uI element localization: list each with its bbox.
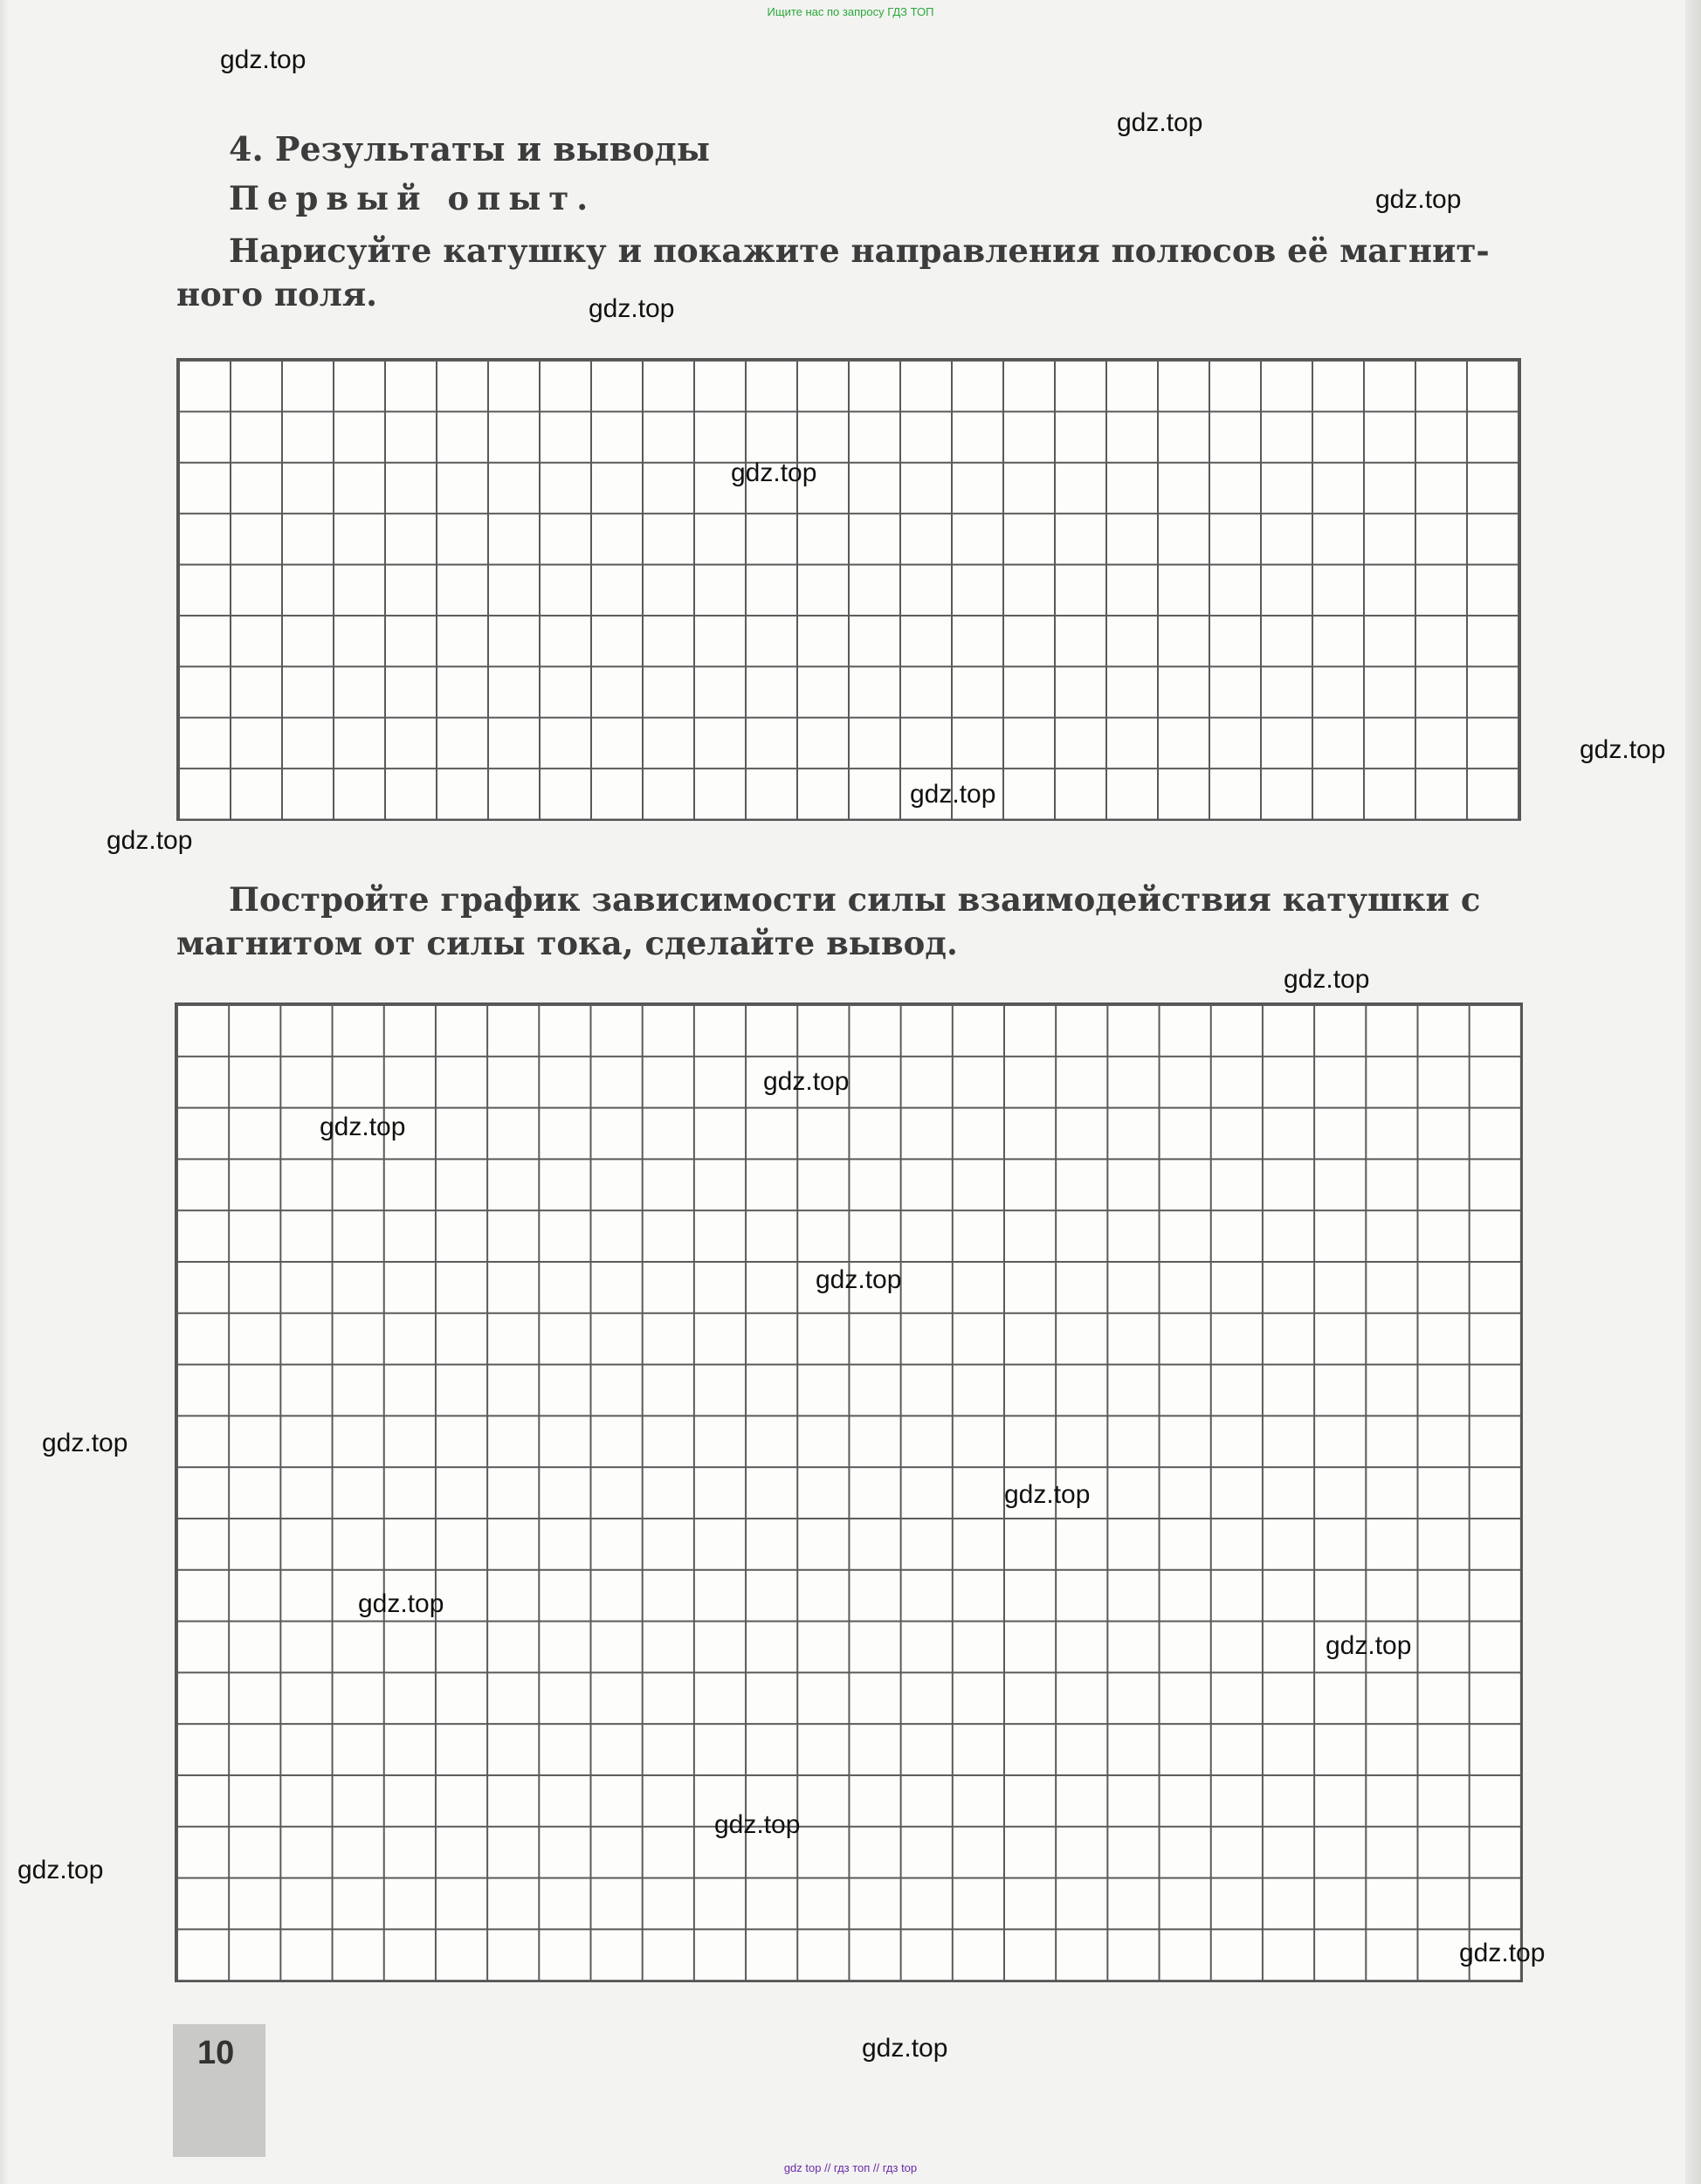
task-draw-coil xyxy=(176,229,1521,316)
task-plot-graph-line2: магнитом от силы тока, сделайте вывод. xyxy=(176,924,958,962)
task-plot-graph xyxy=(176,878,1521,965)
watermark: gdz.top xyxy=(1117,108,1203,137)
watermark: gdz.top xyxy=(42,1429,128,1457)
page-right-edge xyxy=(1685,0,1701,2184)
watermark: gdz.top xyxy=(910,780,996,809)
watermark: gdz.top xyxy=(1459,1939,1546,1967)
watermark: gdz.top xyxy=(320,1113,406,1141)
watermark: gdz.top xyxy=(107,826,193,855)
watermark: gdz.top xyxy=(1580,735,1666,764)
task-draw-coil-line2: ного поля. xyxy=(176,275,378,313)
page-left-edge xyxy=(0,0,9,2184)
drawing-grid-coil[interactable] xyxy=(176,358,1521,821)
top-banner: Ищите нас по запросу ГДЗ ТОП xyxy=(767,5,934,18)
watermark: gdz.top xyxy=(1326,1631,1412,1660)
watermark: gdz.top xyxy=(714,1810,801,1839)
watermark: gdz.top xyxy=(358,1589,444,1618)
experiment-subheading: Первый опыт. xyxy=(229,179,596,217)
bottom-banner: gdz top // гдз топ // гдз top xyxy=(783,2161,918,2174)
watermark: gdz.top xyxy=(731,458,817,487)
watermark: gdz.top xyxy=(589,294,675,323)
section-heading: 4. Результаты и выводы xyxy=(229,129,710,169)
page-number: 10 xyxy=(197,2035,235,2071)
watermark: gdz.top xyxy=(1284,965,1370,994)
drawing-grid-graph[interactable] xyxy=(175,1002,1523,1982)
watermark: gdz.top xyxy=(763,1067,850,1096)
watermark: gdz.top xyxy=(17,1856,104,1884)
task-draw-coil-line1: Нарисуйте катушку и покажите направления полюсов её магнит- xyxy=(229,231,1490,270)
watermark: gdz.top xyxy=(862,2034,948,2063)
watermark: gdz.top xyxy=(1375,185,1462,214)
watermark: gdz.top xyxy=(220,45,306,74)
watermark: gdz.top xyxy=(1004,1480,1091,1509)
watermark: gdz.top xyxy=(816,1265,902,1294)
task-plot-graph-line1: Постройте график зависимости силы взаимодействия катушки с xyxy=(229,880,1481,919)
